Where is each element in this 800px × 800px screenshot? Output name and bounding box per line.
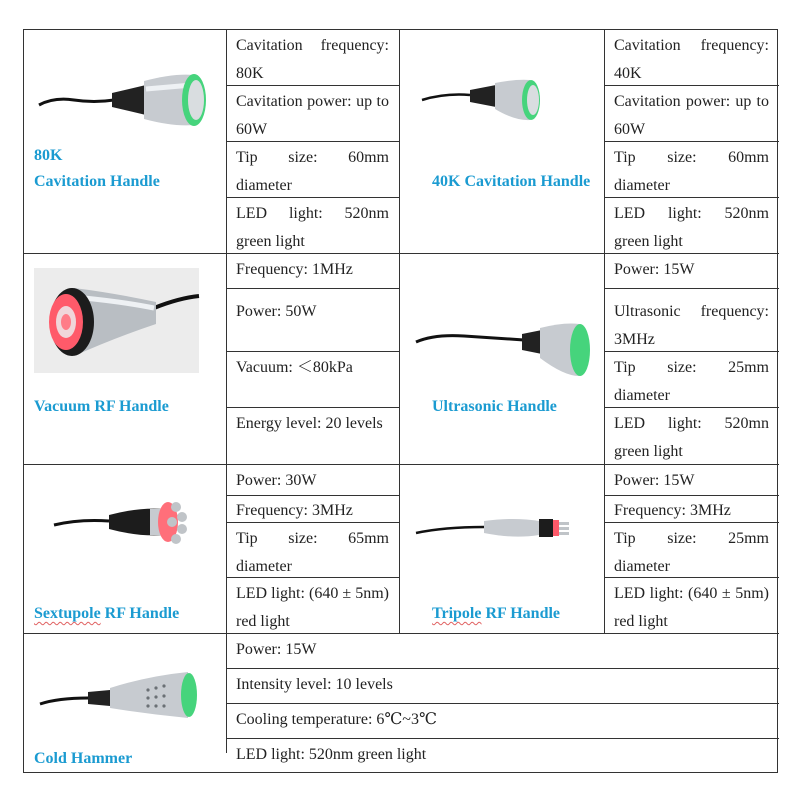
handle-label-rest: RF Handle bbox=[481, 605, 561, 622]
spec-text: LED light: 520nm green light bbox=[236, 746, 427, 763]
handle-label: Cold Hammer bbox=[34, 750, 133, 767]
handle-cell-ultrasonic bbox=[400, 254, 604, 464]
cavitation-handle-80k-photo bbox=[34, 45, 214, 135]
handle-label: Cavitation Handle bbox=[34, 173, 160, 190]
ultrasonic-handle-photo bbox=[414, 310, 594, 390]
tripole-rf-handle-photo bbox=[414, 505, 594, 555]
spec-text: Frequency: 3MHz bbox=[614, 502, 731, 519]
spec-text: Cavitation power: up to 60W bbox=[236, 93, 389, 138]
handle-label: Ultrasonic Handle bbox=[432, 398, 557, 415]
spec-text: Tip size: 60mm diameter bbox=[236, 149, 389, 194]
handle-label bbox=[432, 602, 560, 626]
handle-cell-cold-hammer bbox=[24, 634, 226, 774]
spec-text: Frequency: 3MHz bbox=[236, 502, 353, 519]
handle-label-word: Tripole bbox=[432, 605, 482, 622]
cavitation-handle-40k-photo bbox=[420, 75, 550, 135]
spec-text: Energy level: 20 levels bbox=[236, 415, 383, 432]
spec-text: Power: 15W bbox=[614, 261, 695, 278]
spec-text: Frequency: 1MHz bbox=[236, 261, 353, 278]
handle-label-word: Sextupole bbox=[34, 605, 101, 622]
spec-text: LED light: (640 ± 5nm) red light bbox=[614, 585, 769, 630]
spec-text: Cavitation frequency: 40K bbox=[614, 37, 769, 82]
cold-hammer-photo bbox=[38, 654, 198, 724]
spec-text: Power: 50W bbox=[236, 303, 317, 320]
spec-text: Cavitation power: up to 60W bbox=[614, 93, 769, 138]
spec-text: Ultrasonic frequency: 3MHz bbox=[614, 303, 769, 348]
spec-text: Power: 30W bbox=[236, 472, 317, 489]
spec-text: LED light: 520mn green light bbox=[614, 415, 769, 460]
handle-cell-40k bbox=[400, 30, 604, 253]
spec-text: Cooling temperature: 6℃~3℃ bbox=[236, 711, 437, 728]
spec-text: LED light: (640 ± 5nm) red light bbox=[236, 585, 389, 630]
handle-label-rest: RF Handle bbox=[100, 605, 180, 622]
spec-text: Tip size: 25mm diameter bbox=[614, 530, 769, 575]
spec-text: Cavitation frequency: 80K bbox=[236, 37, 389, 82]
spec-table bbox=[23, 29, 778, 773]
spec-text: Power: 15W bbox=[614, 472, 695, 489]
spec-text: Tip size: 65mm diameter bbox=[236, 530, 389, 575]
spec-text: Power: 15W bbox=[236, 641, 317, 658]
spec-text: Vacuum: ＜80kPa bbox=[236, 359, 353, 376]
handle-label: 40K Cavitation Handle bbox=[432, 173, 591, 190]
handle-cell-80k bbox=[24, 30, 226, 253]
spec-text: LED light: 520nm green light bbox=[614, 205, 769, 250]
handle-label: Vacuum RF Handle bbox=[34, 398, 169, 415]
spec-text: Intensity level: 10 levels bbox=[236, 676, 393, 693]
handle-cell-sextupole-rf bbox=[24, 465, 226, 633]
handle-label: 80K bbox=[34, 147, 63, 164]
handle-label bbox=[34, 602, 179, 626]
sextupole-rf-handle-photo bbox=[54, 487, 204, 557]
spec-text: Tip size: 25mm diameter bbox=[614, 359, 769, 404]
spec-text: LED light: 520nm green light bbox=[236, 205, 389, 250]
handle-cell-tripole-rf bbox=[400, 465, 604, 633]
vacuum-rf-handle-photo bbox=[34, 268, 199, 373]
handle-cell-vacuum-rf bbox=[24, 254, 226, 464]
spec-text: Tip size: 60mm diameter bbox=[614, 149, 769, 194]
